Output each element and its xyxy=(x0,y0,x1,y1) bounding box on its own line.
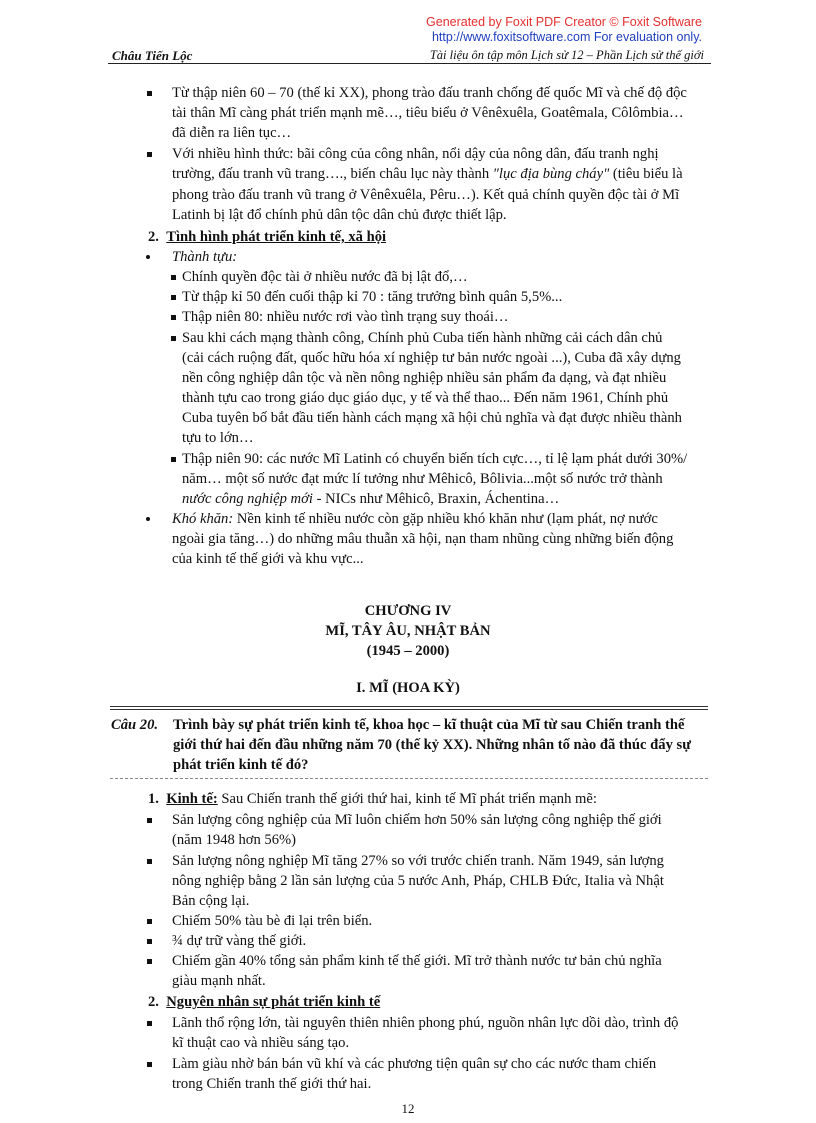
bullet-text xyxy=(172,165,683,183)
italic-term: nước công nghiệp mới xyxy=(182,491,313,507)
page-number: 12 xyxy=(401,1101,415,1116)
sub-bullet: Thập niên 80: nhiều nước rơi vào tình trạng suy thoái… xyxy=(182,309,509,325)
question-text: giới thứ hai đến đầu những năm 70 (thế kỷ XX). Những nhân tố nào đã thúc đẩy sự xyxy=(173,737,691,753)
text-span: Sau Chiến tranh thế giới thứ hai, kinh tế Mĩ phát triển mạnh mẽ: xyxy=(217,791,597,807)
section-number: 2. xyxy=(148,994,159,1010)
sub-bullet-cont xyxy=(182,490,559,508)
bullet-text: ¾ dự trữ vàng thế giới. xyxy=(172,933,307,949)
bullet-text: Lãnh thổ rộng lớn, tài nguyên thiên nhiên phong phú, nguồn nhân lực dồi dào, trình độ xyxy=(172,1015,679,1031)
sub-bullet-cont: nền công nghiệp dân tộc và nền nông nghiệp nhiều sản phẩm đa dạng, và đạt nhiều xyxy=(182,370,667,386)
sub-bullet: Chính quyền độc tài ở nhiều nước đã bị lật đổ,… xyxy=(182,269,468,285)
question-text: phát triển kinh tế đó? xyxy=(173,757,309,773)
question-label: Câu 20. xyxy=(111,717,159,733)
difficulty-label: Khó khăn: xyxy=(172,511,234,527)
bullet-text: Từ thập niên 60 – 70 (thế kỉ XX), phong trào đấu tranh chống đế quốc Mĩ và chế độ độc xyxy=(172,85,687,101)
section-heading xyxy=(148,228,386,246)
header-author: Châu Tiến Lộc xyxy=(112,48,193,63)
chapter-years: (1945 – 2000) xyxy=(366,643,450,659)
text-span: - NICs như Mêhicô, Braxin, Áchentina… xyxy=(312,491,560,507)
text-span: (tiêu biểu là xyxy=(609,166,683,182)
sub-bullet: Thập niên 90: các nước Mĩ Latinh có chuyển biến tích cực…, tỉ lệ lạm phát dưới 30%/ xyxy=(182,451,688,467)
bullet-text: giàu mạnh nhất. xyxy=(172,973,266,989)
difficulty-cont: ngoài gia tăng…) do những mâu thuẫn xã hội, nạn tham nhũng cùng những biến động xyxy=(172,531,674,547)
section-title: Tình hình phát triển kinh tế, xã hội xyxy=(166,229,387,245)
question-top-rule xyxy=(110,706,708,710)
bullet-text: nông nghiệp bằng 2 lần sản lượng của 5 nước Anh, Pháp, CHLB Đức, Italia và Nhật xyxy=(172,873,664,889)
bullet-text: Với nhiều hình thức: bãi công của công nhân, nổi dậy của nông dân, đấu tranh nghị xyxy=(172,146,659,162)
bullet-text: (năm 1948 hơn 56%) xyxy=(172,832,297,848)
bullet-text: Latinh bị lật đổ chính phủ dân tộc dân chủ được thiết lập. xyxy=(172,207,507,223)
achievements-label: Thành tựu: xyxy=(172,249,238,265)
text-span: trường, đấu tranh vũ trang…., biến châu lục này thành xyxy=(172,166,493,182)
question-text: Trình bày sự phát triển kinh tế, khoa học – kĩ thuật của Mĩ từ sau Chiến tranh thế xyxy=(173,717,685,733)
part-heading: I. MĨ (HOA KỲ) xyxy=(356,680,460,696)
sub-bullet-cont: tựu to lớn… xyxy=(182,430,254,446)
sub-bullet-cont: Cuba tuyên bố bắt đầu tiến hành cách mạng xã hội chủ nghĩa và đạt được nhiều thành xyxy=(182,410,682,426)
bullet-text: tài thân Mĩ càng phát triển mạnh mẽ…, tiêu biểu ở Vênêxuêla, Goatêmala, Côlômbia… xyxy=(172,105,684,121)
chapter-title: MĨ, TÂY ÂU, NHẬT BẢN xyxy=(325,623,491,639)
bullet-text: Chiếm 50% tàu bè đi lại trên biển. xyxy=(172,913,373,929)
sub-bullet: Sau khi cách mạng thành công, Chính phủ Cuba tiến hành những cải cách dân chủ xyxy=(182,330,663,346)
difficulty-cont: của kinh tế thế giới và khu vực... xyxy=(172,551,364,567)
watermark-line-2: http://www.foxitsoftware.com For evaluation only. xyxy=(431,30,702,44)
section-title: Nguyên nhân sự phát triển kinh tế xyxy=(166,994,381,1010)
sub-bullet-cont: thành tựu cao trong giáo dục giáo dục, y tế và thể thao... Đến năm 1961, Chính phủ xyxy=(182,390,669,406)
question-bottom-rule xyxy=(110,778,708,779)
section-title: Kinh tế: xyxy=(166,791,218,807)
bullet-text: trong Chiến tranh thế giới thứ hai. xyxy=(172,1076,372,1092)
answer-heading xyxy=(148,790,597,808)
header-doc-title: Tài liệu ôn tập môn Lịch sử 12 – Phần Lịch sử thế giới xyxy=(429,48,704,62)
bullet-text: đã diễn ra liên tục… xyxy=(172,125,292,141)
chapter-label: CHƯƠNG IV xyxy=(364,603,452,619)
watermark-line-1: Generated by Foxit PDF Creator © Foxit Software xyxy=(426,15,702,29)
bullet-text: phong trào đấu tranh vũ trang ở Vênêxuêla, Pêru…). Kết quả chính quyền độc tài ở Mĩ xyxy=(172,187,680,203)
section-number: 1. xyxy=(148,791,159,807)
difficulty-line xyxy=(172,510,658,528)
italic-quote: "lục địa bùng cháy" xyxy=(492,166,610,182)
section-heading xyxy=(148,993,380,1011)
sub-bullet: Từ thập kỉ 50 đến cuối thập kỉ 70 : tăng trưởng bình quân 5,5%... xyxy=(182,289,563,305)
bullet-text: Bản cộng lại. xyxy=(172,893,250,909)
bullet-text: Làm giàu nhờ bán bán vũ khí và các phương tiện quân sự cho các nước tham chiến xyxy=(172,1056,657,1072)
sub-bullet-cont: năm… một số nước đạt mức lí tưởng như Mêhicô, Bôlivia...một số nước trở thành xyxy=(182,471,663,487)
bullet-text: Sản lượng công nghiệp của Mĩ luôn chiếm hơn 50% sản lượng công nghiệp thế giới xyxy=(172,812,662,828)
text-span: Nền kinh tế nhiều nước còn gặp nhiều khó khăn như (lạm phát, nợ nước xyxy=(233,511,658,527)
header-rule xyxy=(108,63,711,64)
bullet-text: kĩ thuật cao và nhiều sáng tạo. xyxy=(172,1035,350,1051)
section-number: 2. xyxy=(148,229,159,245)
sub-bullet-cont: (cải cách ruộng đất, quốc hữu hóa xí nghiệp tư bản nước ngoài ...), Cuba đã xây dựng xyxy=(182,350,681,366)
bullet-text: Chiếm gần 40% tổng sản phẩm kinh tế thế giới. Mĩ trở thành nước tư bản chủ nghĩa xyxy=(172,953,662,969)
bullet-text: Sản lượng nông nghiệp Mĩ tăng 27% so với trước chiến tranh. Năm 1949, sản lượng xyxy=(172,853,664,869)
